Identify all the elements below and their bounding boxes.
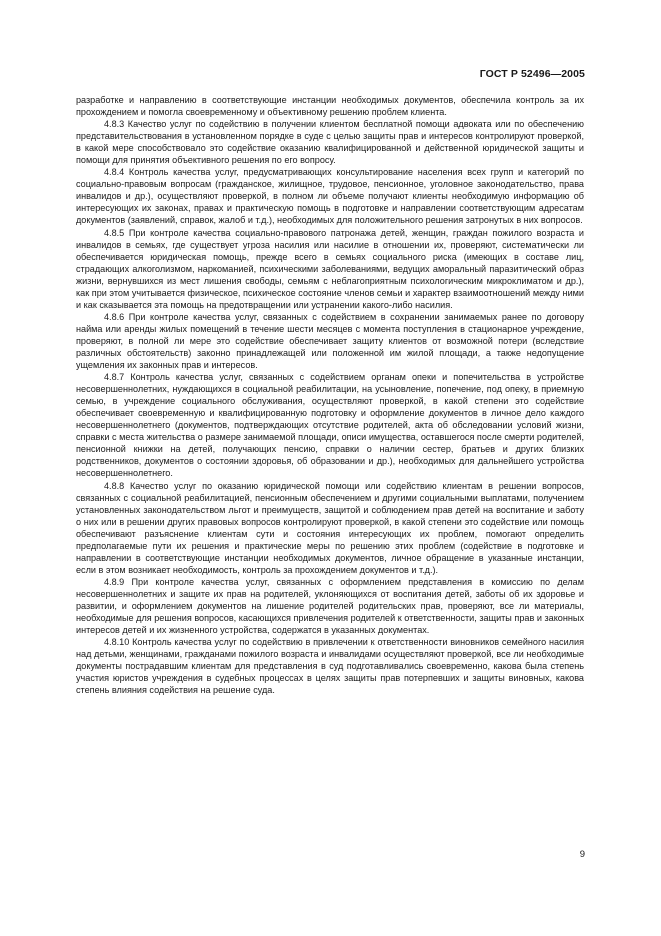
paragraph-4-8-8: 4.8.8 Качество услуг по оказанию юридической помощи или содействию клиентам в решении вопросов, связанных с социальной реабилитацией, пенсионным обеспечением и другими социальными выплатами, получением установленных законодательством льгот и преимуществ, защитой и соблюдением прав детей на воспитание и заботу о них или в решении других правовых вопросов контролируют проверкой, в какой степени это содействие или помощь обеспечивают разъяснение клиентам сути и состояния интересующих их проблем, помогают определить предполагаемые пути их решения и практические меры по решению этих проблем (содействие в подготовке и направлении в соответствующие инстанции необходимых документов, личное обращение в указанные инстанции, если в этом возникает необходимость, контроль за прохождением документов и т.д.).: [76, 480, 584, 575]
paragraph-4-8-7: 4.8.7 Контроль качества услуг, связанных с содействием органам опеки и попечительства в устройстве несовершеннолетних, нуждающихся в социальной реабилитации, на усыновление, попечение, под опеку, в приемную семью, в учреждение социального обслуживания, осуществляют проверкой, в какой степени это содействие обеспечивает своевременную и квалифицированную подготовку и оформление документов в личное дело каждого несовершеннолетнего (документов, подтверждающих отсутствие родителей, акта об обследовании условий жизни, справки с места жительства о размере занимаемой площади, описи имущества, оставшегося после смерти родителей, пенсионной книжки на детей, получающих пенсию, справки о наличии сестер, братьев и других близких родственников, документов о состоянии здоровья, об образовании и др.), необходимых для дальнейшего устройства несовершеннолетнего.: [76, 372, 584, 479]
paragraph-4-8-9: 4.8.9 При контроле качества услуг, связанных с оформлением представления в комиссию по делам несовершеннолетних и защите их прав на родителей, уклоняющихся от воспитания детей, заботы об их здоровье и развитии, и оформлением документов на лишение родителей родительских прав, проверяют, все ли материалы, необходимые для решения вопросов, касающихся привлечения родителей к ответственности, защиты прав и законных интересов детей и их жизненного устройства, содержатся в указанных документах.: [76, 576, 584, 636]
paragraph-4-8-5: 4.8.5 При контроле качества социально-правового патронажа детей, женщин, граждан пожилого возраста и инвалидов в семьях, где существует угроза насилия или насилие в отношении их, проверяют, систематически ли обеспечивается юридическая помощь, прежде всего в семьях социального риска (имеющих в составе лиц, страдающих алкоголизмом, наркоманией, психическими заболеваниями, ведущих аморальный паразитический образ жизни, вернувшихся из мест лишения свободы, семьям с неблагоприятным психологическим микроклиматом и др.), как при этом учитывается физическое, психическое состояние членов семьи и характер взаимоотношений между ними и как сказывается эта помощь на предотвращении или устранении какого-либо насилия.: [76, 227, 584, 310]
body-text: [76, 94, 584, 696]
paragraph-4-8-3: 4.8.3 Качество услуг по содействию в получении клиентом бесплатной помощи адвоката или по обеспечению представительствования в установленном порядке в суде с целью защиты прав и интересов контролируют проверкой, в какой мере способствовало это содействие оказанию квалифицированной и действенной юридической защиты и помощи для принятия объективного решения по его вопросу.: [76, 119, 584, 166]
paragraph-continuation: разработке и направлению в соответствующие инстанции необходимых документов, обеспечила контроль за их прохождением и помогла своевременному и объективному решению проблем клиента.: [76, 95, 584, 118]
paragraph-4-8-10: 4.8.10 Контроль качества услуг по содействию в привлечении к ответственности виновников семейного насилия над детьми, женщинами, гражданами пожилого возраста и инвалидами осуществляют проверкой, все ли необходимые документы пострадавшим клиентам для представления в суд подготавливались своевременно, какова была степень участия юристов учреждения в судебных процессах в целях защиты прав потерпевших и защиты виновных, какова степень влияния содействия на решение суда.: [76, 637, 584, 696]
paragraph-4-8-4: 4.8.4 Контроль качества услуг, предусматривающих консультирование населения всех групп и категорий по социально-правовым вопросам (гражданское, жилищное, трудовое, пенсионное, уголовное законодательство, права инвалидов и др.), осуществляют проверкой, в полном ли объеме получают клиенты необходимую информацию об интересующих их законах, правах и практическую помощь в подготовке и направлении соответствующим адресатам документов (заявлений, справок, жалоб и т.д.), необходимых для положительного решения затронутых в них вопросов.: [76, 167, 584, 226]
page-number: 9: [579, 849, 585, 860]
paragraph-4-8-6: 4.8.6 При контроле качества услуг, связанных с содействием в сохранении занимаемых ранее по договору найма или аренды жилых помещений в течение шести месяцев с момента поступления в стационарное учреждение, проверяют, в полной ли мере это содействие обеспечивает защиту клиентов от возможной потери (вследствие различных обстоятельств) законно принадлежащей или положенной им жилой площади, а также недопущение ущемления их законных прав и интересов.: [76, 311, 584, 371]
standard-designation: ГОСТ Р 52496—2005: [479, 68, 585, 80]
